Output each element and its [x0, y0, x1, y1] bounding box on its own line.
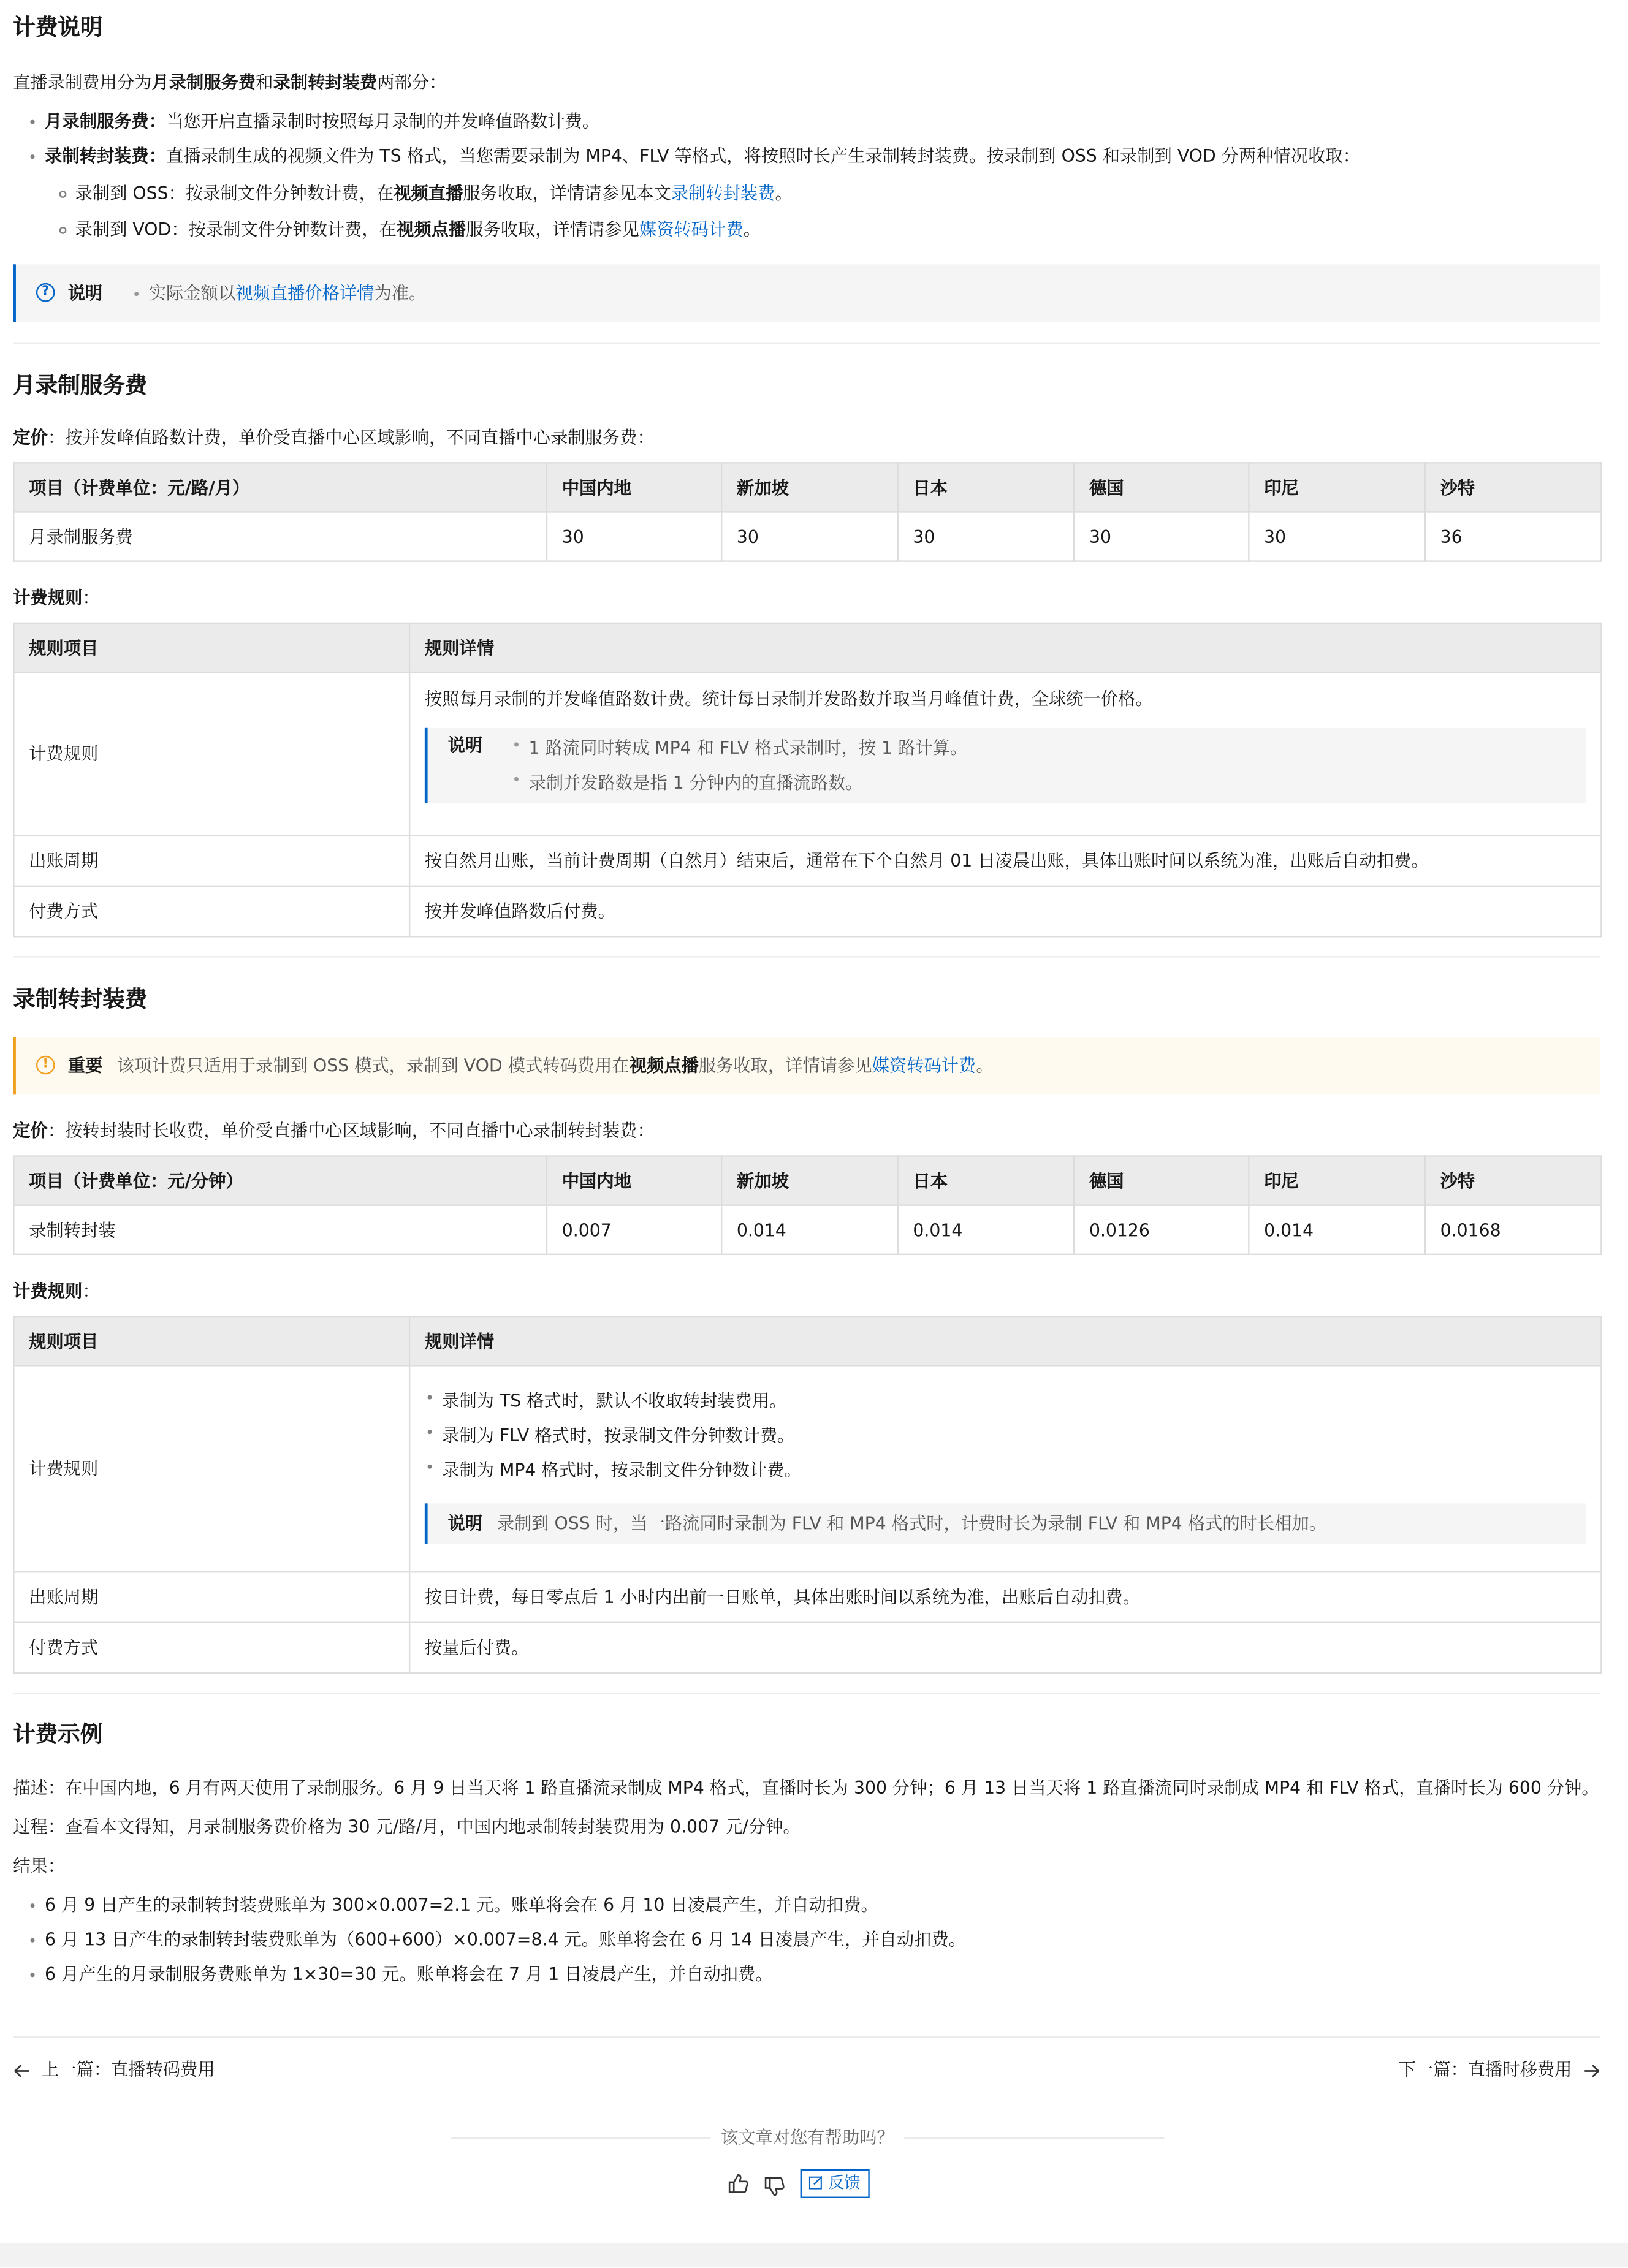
list-item: 6 月 9 日产生的录制转封装费账单为 300×0.007=2.1 元。账单将会在 6 月 10 日凌晨产生，并自动扣费。	[13, 1892, 1600, 1927]
divider	[13, 1693, 1600, 1694]
list-item: 6 月 13 日产生的录制转封装费账单为（600+600）×0.007=8.4 元。账单将会在 6 月 14 日凌晨产生，并自动扣费。	[13, 1927, 1600, 1962]
billing-items	[13, 108, 1600, 178]
intro-text-2: 和	[256, 72, 273, 93]
example-results	[13, 1892, 1600, 1996]
table-cell	[409, 672, 1601, 835]
divider	[13, 343, 1600, 344]
table-cell: 0.0168	[1425, 1205, 1602, 1254]
sub-text: 。	[743, 219, 761, 240]
table-header: 沙特	[1425, 1156, 1602, 1205]
list-item: 录制为 FLV 格式时，按录制文件分钟数计费。	[410, 1418, 1586, 1453]
table-row	[13, 1572, 1601, 1622]
table-cell: 出账周期	[13, 835, 409, 886]
table-header: 日本	[898, 463, 1075, 512]
table-cell: 0.0126	[1074, 1205, 1249, 1254]
example-result-label: 结果：	[13, 1856, 66, 1876]
table-cell: 30	[1249, 512, 1425, 561]
table-header-row	[13, 623, 1601, 672]
link-transcode-fee[interactable]: 录制转封装费	[671, 183, 775, 204]
pricing-bold: 定价	[13, 427, 48, 448]
page-bottom-bar	[0, 2243, 1628, 2267]
sub-bold: 视频点播	[396, 219, 466, 240]
thumbs-down-icon[interactable]	[763, 2175, 786, 2198]
important-text-a: 该项计费只适用于录制到 OSS 模式，录制到 VOD 模式转码费用在	[116, 1055, 630, 1076]
sub-text: 录制到 OSS：按录制文件分钟数计费，在	[75, 183, 394, 204]
note-label: 说明	[447, 735, 483, 756]
list-item	[13, 181, 1600, 217]
table-row	[13, 1623, 1601, 1673]
note-text	[134, 280, 426, 306]
table-row	[13, 886, 1601, 936]
table-header: 规则项目	[13, 1316, 409, 1365]
section-title-example: 计费示例	[13, 1721, 103, 1748]
billing-intro	[13, 69, 446, 95]
divider	[13, 956, 1600, 957]
intro-text-3: 两部分：	[377, 72, 447, 93]
table-cell: 0.014	[898, 1205, 1075, 1254]
feedback-label: 反馈	[828, 2173, 861, 2193]
intro-text: 直播录制费用分为	[13, 72, 152, 93]
arrow-left-icon	[13, 2061, 30, 2079]
table-row	[13, 672, 1601, 835]
note-box	[425, 728, 1586, 803]
transcode-rules-table	[13, 1316, 1602, 1674]
rules-bold: 计费规则	[13, 1281, 83, 1302]
question-icon: ?	[36, 283, 55, 302]
table-cell: 录制转封装	[13, 1205, 547, 1254]
prev-article-label: 上一篇：直播转码费用	[41, 2059, 215, 2080]
prev-article-link[interactable]	[13, 2057, 215, 2082]
table-cell: 计费规则	[13, 1365, 409, 1572]
table-header: 项目（计费单位：元/路/月）	[13, 463, 547, 512]
list-item: 录制为 MP4 格式时，按录制文件分钟数计费。	[410, 1453, 1586, 1488]
helpful-line-right	[904, 2137, 1164, 2139]
important-text	[117, 1053, 994, 1079]
list-item	[13, 143, 1600, 178]
table-header: 德国	[1074, 1156, 1249, 1205]
important-text-c: 服务收取，详情请参见	[698, 1055, 872, 1076]
section-title-transcode: 录制转封装费	[13, 986, 148, 1013]
table-cell	[409, 1365, 1601, 1572]
table-cell: 30	[721, 512, 898, 561]
note-text-b: 为准。	[374, 283, 427, 303]
monthly-rules-label	[13, 585, 99, 610]
link-media-transcode[interactable]: 媒资转码计费	[639, 219, 744, 240]
pricing-text: ：按并发峰值路数计费，单价受直播中心区域影响，不同直播中心录制服务费：	[47, 427, 655, 448]
table-header: 印尼	[1249, 1156, 1425, 1205]
intro-bold-2: 录制转封装费	[273, 72, 378, 93]
table-cell: 30	[1074, 512, 1249, 561]
divider	[13, 2036, 1600, 2038]
monthly-rules-table	[13, 623, 1602, 938]
table-header: 中国内地	[547, 463, 721, 512]
table-cell: 按量后付费。	[409, 1623, 1601, 1673]
table-header: 沙特	[1425, 463, 1602, 512]
example-desc: 描述：在中国内地，6 月有两天使用了录制服务。6 月 9 日当天将 1 路直播流录制成 MP4 格式，直播时长为 300 分钟；6 月 13 日当天将 1 路直播流同时录制成 MP4 和 FLV 格式，直播时长为 600 分钟。	[13, 1778, 1599, 1799]
item-text: 当您开启直播录制时按照每月录制的并发峰值路数计费。	[166, 111, 600, 132]
table-header: 规则详情	[409, 1316, 1601, 1365]
table-header: 德国	[1074, 463, 1249, 512]
table-cell: 30	[547, 512, 721, 561]
monthly-pricing	[13, 425, 654, 450]
intro-bold-1: 月录制服务费	[151, 72, 256, 93]
table-cell: 0.014	[721, 1205, 898, 1254]
helpful-line-left	[451, 2137, 710, 2139]
table-header: 规则详情	[409, 623, 1601, 672]
table-header: 项目（计费单位：元/分钟）	[13, 1156, 547, 1205]
item-bold: 录制转封装费：	[45, 146, 167, 167]
monthly-price-table	[13, 462, 1602, 562]
note-box	[13, 264, 1600, 322]
feedback-button[interactable]	[801, 2169, 869, 2198]
table-cell: 按自然月出账，当前计费周期（自然月）结束后，通常在下个自然月 01 日凌晨出账，具体出账时间以系统为准，出账后自动扣费。	[409, 835, 1601, 886]
next-article-label: 下一篇：直播时移费用	[1398, 2059, 1572, 2080]
rules-colon: ：	[82, 588, 100, 609]
arrow-right-icon	[1583, 2061, 1600, 2079]
list-item: 6 月产生的月录制服务费账单为 1×30=30 元。账单将会在 7 月 1 日凌晨产生，并自动扣费。	[13, 1961, 1600, 1996]
list-item	[13, 108, 1600, 143]
list-item: 录制为 TS 格式时，默认不收取转封装费用。	[410, 1384, 1586, 1419]
note-box	[425, 1503, 1586, 1544]
note-item: 1 路流同时转成 MP4 和 FLV 格式录制时，按 1 路计算。	[514, 730, 1586, 765]
table-header-row	[13, 1156, 1601, 1205]
table-header-row	[13, 1316, 1601, 1365]
note-label: 说明	[447, 1513, 483, 1534]
note-text-a: 实际金额以	[148, 283, 236, 303]
table-row	[13, 835, 1601, 886]
billing-subitems	[13, 181, 1600, 253]
rule-text: 按照每月录制的并发峰值路数计费。统计每日录制并发路数并取当月峰值计费，全球统一价格。	[424, 689, 1153, 710]
important-box	[13, 1037, 1600, 1094]
table-row	[13, 1365, 1601, 1572]
sub-text: 录制到 VOD：按录制文件分钟数计费，在	[75, 219, 397, 240]
transcode-pricing	[13, 1118, 654, 1143]
note-label: 说明	[67, 283, 103, 303]
important-bold: 视频点播	[629, 1055, 699, 1076]
table-header-row	[13, 463, 1601, 512]
example-process: 过程：查看本文得知，月录制服务费价格为 30 元/路/月，中国内地录制转封装费用为 0.007 元/分钟。	[13, 1816, 801, 1837]
rules-colon: ：	[82, 1281, 100, 1302]
table-cell: 36	[1425, 512, 1602, 561]
table-cell: 0.014	[1249, 1205, 1425, 1254]
section-title-billing: 计费说明	[13, 14, 103, 40]
thumbs-up-icon[interactable]	[726, 2172, 750, 2195]
table-header: 日本	[898, 1156, 1075, 1205]
table-header: 新加坡	[721, 1156, 898, 1205]
table-row	[13, 512, 1601, 561]
table-header: 印尼	[1249, 463, 1425, 512]
sub-text: 。	[775, 183, 793, 204]
table-header: 新加坡	[721, 463, 898, 512]
warning-icon: !	[36, 1056, 55, 1075]
table-cell: 按日计费，每日零点后 1 小时内出前一日账单，具体出账时间以系统为准，出账后自动扣费。	[409, 1572, 1601, 1622]
link-media-transcode[interactable]: 媒资转码计费	[872, 1055, 976, 1076]
link-price-details[interactable]: 视频直播价格详情	[235, 283, 375, 303]
pricing-bold: 定价	[13, 1120, 48, 1141]
important-text-d: 。	[976, 1055, 994, 1076]
transcode-price-table	[13, 1155, 1602, 1255]
note-text: 录制到 OSS 时，当一路流同时录制为 FLV 和 MP4 格式时，计费时长为录制 FLV 和 MP4 格式的时长相加。	[496, 1513, 1327, 1534]
sub-text: 服务收取，详情请参见本文	[463, 183, 671, 204]
table-cell: 30	[898, 512, 1075, 561]
table-cell: 付费方式	[13, 1623, 409, 1673]
edit-icon	[809, 2175, 824, 2190]
table-cell: 付费方式	[13, 886, 409, 936]
sub-text: 服务收取，详情请参见	[466, 219, 639, 240]
table-cell: 计费规则	[13, 672, 409, 835]
table-header: 规则项目	[13, 623, 409, 672]
table-cell: 0.007	[547, 1205, 721, 1254]
table-cell: 出账周期	[13, 1572, 409, 1622]
table-cell: 月录制服务费	[13, 512, 547, 561]
item-text: 直播录制生成的视频文件为 TS 格式，当您需要录制为 MP4、FLV 等格式，将按照时长产生录制转封装费。按录制到 OSS 和录制到 VOD 分两种情况收取：	[166, 146, 1360, 167]
rule-items	[410, 1384, 1586, 1488]
important-label: 重要	[67, 1055, 103, 1076]
note-item: 录制并发路数是指 1 分钟内的直播流路数。	[514, 765, 1586, 800]
rules-bold: 计费规则	[13, 588, 83, 609]
transcode-rules-label	[13, 1278, 99, 1304]
sub-bold: 视频直播	[394, 183, 463, 204]
next-article-link[interactable]	[1399, 2057, 1601, 2082]
helpful-question: 该文章对您有帮助吗？	[720, 2127, 894, 2148]
table-cell: 按并发峰值路数后付费。	[409, 886, 1601, 936]
pricing-text: ：按转封装时长收费，单价受直播中心区域影响，不同直播中心录制转封装费：	[47, 1120, 655, 1141]
table-row	[13, 1205, 1601, 1254]
section-title-monthly: 月录制服务费	[13, 373, 148, 399]
table-header: 中国内地	[547, 1156, 721, 1205]
list-item	[13, 217, 1600, 253]
item-bold: 月录制服务费：	[45, 111, 167, 132]
